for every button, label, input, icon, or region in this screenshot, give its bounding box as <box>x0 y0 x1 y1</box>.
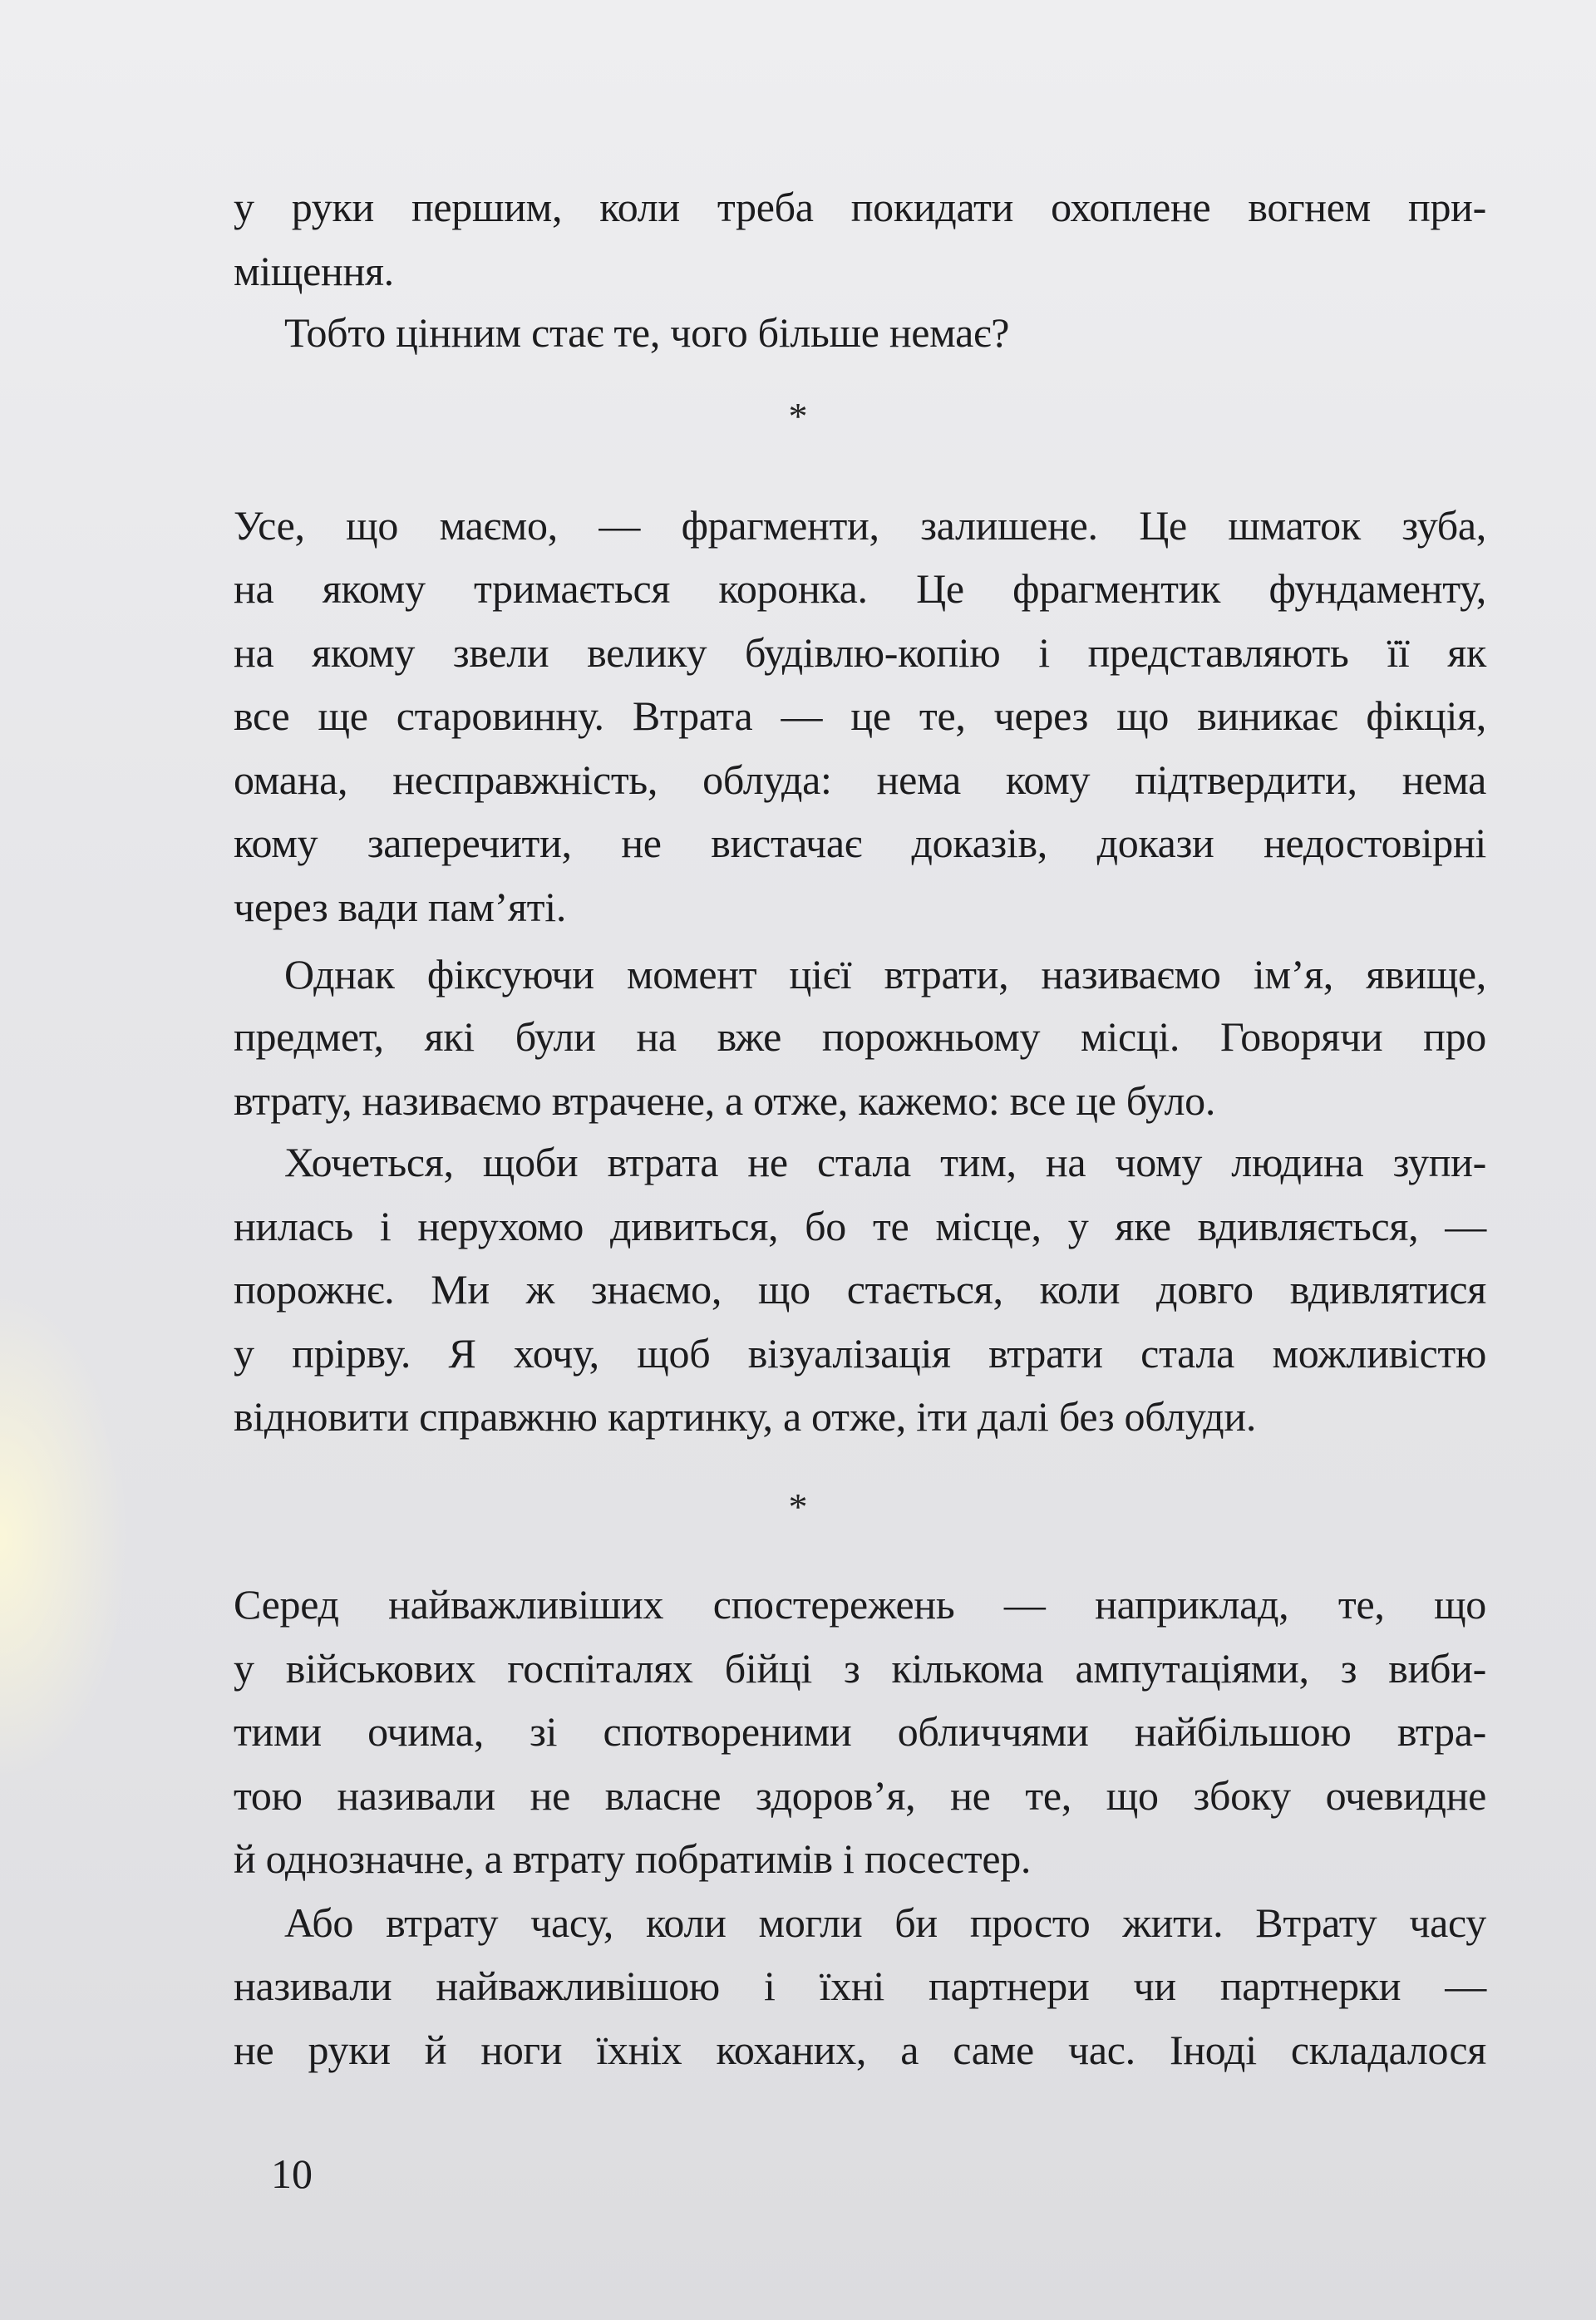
text-line: Усе, що маємо, — фрагменти, залишене. Це шматок зуба, <box>234 502 1486 549</box>
text-line: порожнє. Ми ж знаємо, що стається, коли довго вдивлятися <box>234 1266 1486 1313</box>
text-line: Тобто цінним стає те, чого більше немає? <box>284 309 1010 356</box>
text-line: предмет, які були на вже порожньому місці. Говорячи про <box>234 1013 1486 1060</box>
text-line: через вади пам’яті. <box>234 884 567 930</box>
text-line: Однак фіксуючи момент цієї втрати, називаємо ім’я, явище, <box>284 951 1486 997</box>
text-line: у прірву. Я хочу, щоб візуалізація втрати стала можливістю <box>234 1330 1486 1377</box>
text-line: тою називали не власне здоров’я, не те, що збоку очевидне <box>234 1772 1486 1819</box>
section-separator: * <box>788 1485 808 1528</box>
text-line: Хочеться, щоби втрата не стала тим, на чому людина зупи- <box>284 1139 1486 1185</box>
text-line: втрату, називаємо втрачене, а отже, кажемо: все це було. <box>234 1077 1216 1124</box>
page-number: 10 <box>271 2150 313 2197</box>
text-line: кому заперечити, не вистачає доказів, докази недостовірні <box>234 820 1486 866</box>
text-line: омана, несправжність, облуда: нема кому підтвердити, нема <box>234 756 1486 803</box>
text-line: у руки першим, коли треба покидати охоплене вогнем при- <box>234 184 1486 230</box>
text-line: у військових госпіталях бійці з кількома ампутаціями, з виби- <box>234 1645 1486 1692</box>
text-line: на якому тримається коронка. Це фрагментик фундаменту, <box>234 565 1486 612</box>
text-line: називали найважливішою і їхні партнери чи партнерки — <box>234 1963 1486 2009</box>
text-line: нилась і нерухомо дивиться, бо те місце, у яке вдивляється, — <box>234 1203 1486 1249</box>
text-line: й однозначне, а втрату побратимів і посестер. <box>234 1835 1032 1882</box>
text-line: на якому звели велику будівлю-копію і представляють її як <box>234 629 1486 676</box>
text-line: все ще старовинну. Втрата — це те, через що виникає фікція, <box>234 692 1486 739</box>
section-separator: * <box>788 395 808 437</box>
text-line: відновити справжню картинку, а отже, іти далі без облуди. <box>234 1393 1257 1440</box>
text-line: Або втрату часу, коли могли би просто жити. Втрату часу <box>284 1899 1486 1946</box>
text-line: тими очима, зі спотвореними обличчями найбільшою втра- <box>234 1708 1486 1755</box>
text-line: міщення. <box>234 248 394 294</box>
text-line: не руки й ноги їхніх коханих, а саме час. Іноді складалося <box>234 2027 1486 2073</box>
text-line: Серед найважливіших спостережень — наприклад, те, що <box>234 1581 1486 1628</box>
